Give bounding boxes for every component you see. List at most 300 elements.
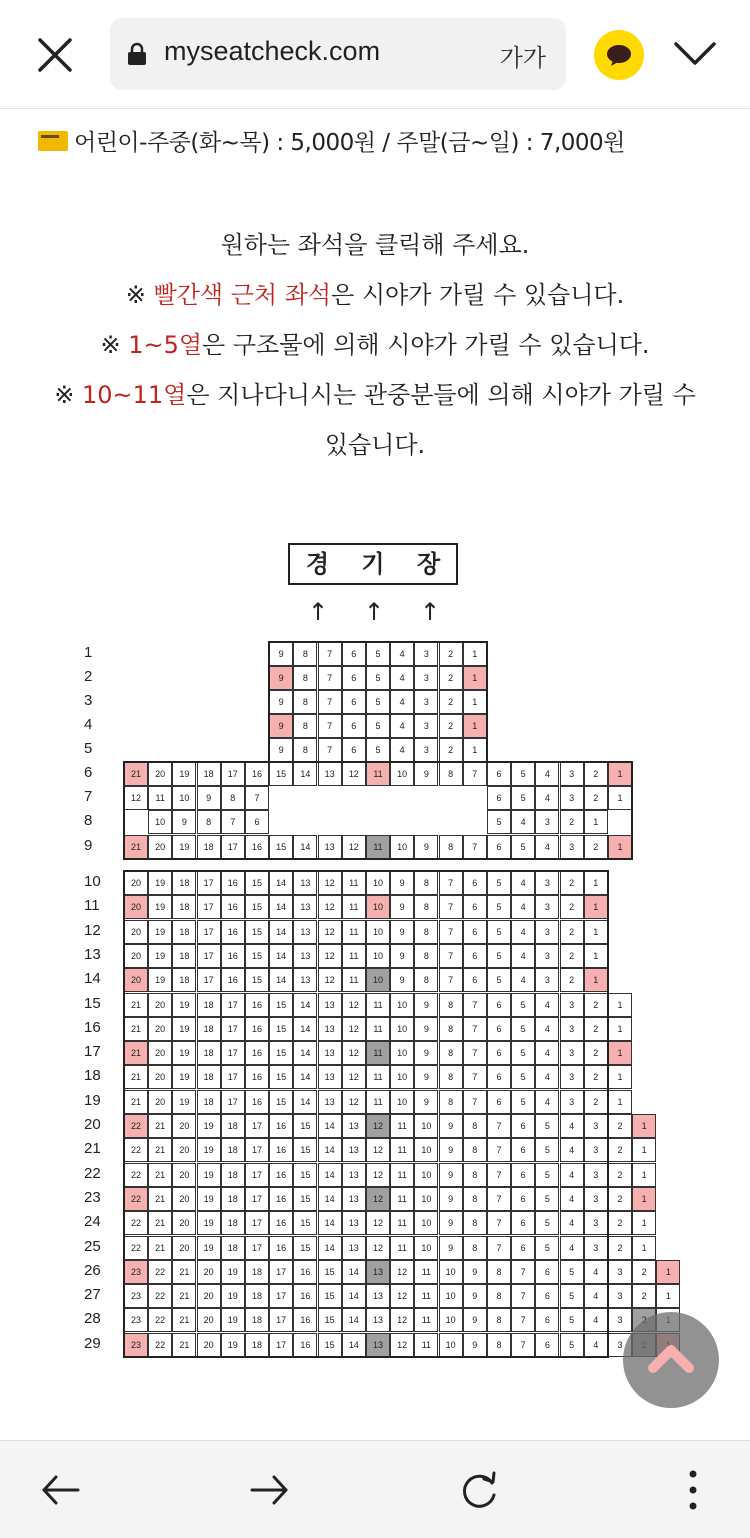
seat[interactable]: 5 xyxy=(366,714,390,738)
seat[interactable]: 4 xyxy=(560,1211,584,1235)
seat[interactable]: 22 xyxy=(124,1138,148,1162)
seat[interactable]: 5 xyxy=(366,666,390,690)
seat[interactable]: 12 xyxy=(342,762,366,786)
seat[interactable]: 8 xyxy=(463,1163,487,1187)
seat[interactable]: 10 xyxy=(390,835,414,859)
seat[interactable]: 4 xyxy=(560,1114,584,1138)
seat[interactable]: 15 xyxy=(245,895,269,919)
seat[interactable]: 5 xyxy=(560,1308,584,1332)
seat[interactable]: 20 xyxy=(197,1260,221,1284)
seat[interactable]: 7 xyxy=(487,1187,511,1211)
seat[interactable]: 15 xyxy=(293,1211,317,1235)
seat[interactable]: 5 xyxy=(487,810,511,834)
seat[interactable]: 5 xyxy=(511,1065,535,1089)
seat[interactable]: 7 xyxy=(463,1065,487,1089)
seat[interactable]: 9 xyxy=(439,1163,463,1187)
seat[interactable]: 15 xyxy=(293,1236,317,1260)
seat[interactable]: 5 xyxy=(511,1041,535,1065)
seat[interactable]: 4 xyxy=(390,738,414,762)
seat[interactable]: 1 xyxy=(632,1138,656,1162)
seat[interactable]: 7 xyxy=(487,1114,511,1138)
seat[interactable]: 1 xyxy=(632,1163,656,1187)
seat[interactable]: 18 xyxy=(172,895,196,919)
seat[interactable]: 11 xyxy=(366,1017,390,1041)
seat[interactable]: 7 xyxy=(439,895,463,919)
seat[interactable]: 5 xyxy=(511,835,535,859)
seat[interactable]: 14 xyxy=(269,895,293,919)
seat[interactable]: 18 xyxy=(197,1041,221,1065)
seat[interactable]: 3 xyxy=(584,1138,608,1162)
seat[interactable]: 16 xyxy=(221,871,245,895)
seat[interactable]: 15 xyxy=(318,1284,342,1308)
seat[interactable]: 13 xyxy=(318,1017,342,1041)
seat[interactable]: 11 xyxy=(366,1065,390,1089)
seat[interactable]: 9 xyxy=(197,786,221,810)
seat[interactable]: 3 xyxy=(608,1284,632,1308)
seat[interactable]: 12 xyxy=(366,1114,390,1138)
seat[interactable]: 12 xyxy=(342,1041,366,1065)
seat[interactable]: 7 xyxy=(511,1284,535,1308)
seat[interactable]: 20 xyxy=(148,1017,172,1041)
seat[interactable]: 6 xyxy=(511,1114,535,1138)
seat[interactable]: 8 xyxy=(487,1284,511,1308)
seat[interactable]: 19 xyxy=(221,1308,245,1332)
seat[interactable]: 13 xyxy=(342,1138,366,1162)
seat[interactable]: 18 xyxy=(245,1260,269,1284)
seat[interactable]: 5 xyxy=(487,968,511,992)
seat[interactable]: 20 xyxy=(148,993,172,1017)
seat[interactable]: 21 xyxy=(172,1308,196,1332)
seat[interactable]: 14 xyxy=(318,1138,342,1162)
seat[interactable]: 17 xyxy=(221,835,245,859)
seat[interactable]: 3 xyxy=(414,642,438,666)
seat[interactable]: 2 xyxy=(584,1065,608,1089)
seat[interactable]: 4 xyxy=(535,762,559,786)
seat[interactable]: 16 xyxy=(269,1163,293,1187)
seat[interactable]: 7 xyxy=(487,1163,511,1187)
seat[interactable]: 11 xyxy=(148,786,172,810)
seat[interactable]: 8 xyxy=(463,1236,487,1260)
seat[interactable]: 10 xyxy=(366,944,390,968)
seat[interactable]: 10 xyxy=(390,1090,414,1114)
seat[interactable]: 1 xyxy=(584,871,608,895)
seat[interactable]: 14 xyxy=(293,1017,317,1041)
seat[interactable]: 12 xyxy=(318,968,342,992)
seat[interactable]: 2 xyxy=(439,690,463,714)
seat[interactable]: 14 xyxy=(318,1163,342,1187)
seat[interactable]: 7 xyxy=(511,1260,535,1284)
seat[interactable]: 2 xyxy=(560,920,584,944)
seat[interactable]: 20 xyxy=(172,1114,196,1138)
seat[interactable]: 23 xyxy=(124,1308,148,1332)
seat[interactable]: 13 xyxy=(342,1211,366,1235)
seat[interactable]: 3 xyxy=(560,1065,584,1089)
seat[interactable]: 15 xyxy=(269,762,293,786)
seat[interactable]: 18 xyxy=(197,835,221,859)
seat[interactable]: 17 xyxy=(197,968,221,992)
seat[interactable]: 6 xyxy=(487,993,511,1017)
seat[interactable]: 1 xyxy=(584,895,608,919)
seat[interactable]: 2 xyxy=(560,944,584,968)
seat[interactable]: 12 xyxy=(366,1236,390,1260)
seat[interactable]: 11 xyxy=(366,1090,390,1114)
seat[interactable]: 5 xyxy=(535,1236,559,1260)
seat[interactable]: 9 xyxy=(414,762,438,786)
seat[interactable]: 6 xyxy=(487,762,511,786)
seat[interactable]: 20 xyxy=(124,895,148,919)
seat[interactable]: 16 xyxy=(245,1017,269,1041)
seat[interactable]: 22 xyxy=(148,1284,172,1308)
seat[interactable]: 2 xyxy=(608,1211,632,1235)
seat[interactable]: 20 xyxy=(148,1090,172,1114)
seat[interactable]: 7 xyxy=(318,666,342,690)
seat[interactable]: 16 xyxy=(269,1236,293,1260)
seat[interactable]: 13 xyxy=(318,1065,342,1089)
seat[interactable]: 6 xyxy=(463,895,487,919)
seat[interactable]: 11 xyxy=(390,1138,414,1162)
seat[interactable]: 16 xyxy=(269,1211,293,1235)
seat[interactable]: 19 xyxy=(197,1163,221,1187)
seat[interactable]: 4 xyxy=(560,1163,584,1187)
seat[interactable]: 15 xyxy=(269,835,293,859)
seat[interactable]: 20 xyxy=(124,871,148,895)
seat[interactable]: 5 xyxy=(366,690,390,714)
seat[interactable]: 5 xyxy=(535,1138,559,1162)
back-button[interactable] xyxy=(36,1465,86,1515)
seat[interactable]: 11 xyxy=(390,1114,414,1138)
seat[interactable]: 15 xyxy=(293,1163,317,1187)
seat[interactable]: 4 xyxy=(560,1236,584,1260)
seat[interactable]: 16 xyxy=(269,1114,293,1138)
seat[interactable]: 21 xyxy=(124,762,148,786)
seat[interactable]: 8 xyxy=(439,1017,463,1041)
seat[interactable]: 13 xyxy=(293,944,317,968)
seat[interactable]: 17 xyxy=(269,1333,293,1357)
seat[interactable]: 8 xyxy=(293,690,317,714)
seat[interactable]: 5 xyxy=(560,1333,584,1357)
seat[interactable]: 17 xyxy=(269,1308,293,1332)
seat[interactable]: 18 xyxy=(197,1017,221,1041)
seat[interactable]: 17 xyxy=(197,871,221,895)
seat[interactable]: 13 xyxy=(366,1260,390,1284)
seat[interactable]: 6 xyxy=(487,835,511,859)
seat[interactable]: 4 xyxy=(511,920,535,944)
seat[interactable]: 12 xyxy=(390,1333,414,1357)
seat[interactable]: 9 xyxy=(414,1090,438,1114)
seat[interactable]: 21 xyxy=(148,1114,172,1138)
seat[interactable]: 11 xyxy=(342,920,366,944)
seat[interactable]: 1 xyxy=(608,835,632,859)
seat[interactable]: 18 xyxy=(221,1138,245,1162)
seat[interactable]: 6 xyxy=(535,1308,559,1332)
seat[interactable]: 10 xyxy=(366,895,390,919)
seat[interactable]: 19 xyxy=(197,1211,221,1235)
seat[interactable]: 19 xyxy=(148,895,172,919)
seat[interactable]: 16 xyxy=(245,993,269,1017)
seat[interactable]: 4 xyxy=(511,968,535,992)
seat[interactable]: 13 xyxy=(293,895,317,919)
seat[interactable]: 9 xyxy=(269,642,293,666)
seat[interactable]: 19 xyxy=(148,920,172,944)
seat[interactable]: 14 xyxy=(269,920,293,944)
seat[interactable]: 17 xyxy=(245,1114,269,1138)
seat[interactable]: 23 xyxy=(124,1260,148,1284)
seat[interactable]: 9 xyxy=(414,1041,438,1065)
seat[interactable]: 4 xyxy=(560,1187,584,1211)
refresh-button[interactable] xyxy=(454,1465,504,1515)
seat[interactable]: 17 xyxy=(221,1017,245,1041)
seat[interactable]: 23 xyxy=(124,1284,148,1308)
seat[interactable]: 3 xyxy=(584,1114,608,1138)
seat[interactable]: 16 xyxy=(293,1284,317,1308)
seat[interactable]: 8 xyxy=(439,993,463,1017)
seat[interactable]: 2 xyxy=(632,1284,656,1308)
seat[interactable]: 4 xyxy=(511,871,535,895)
seat[interactable]: 10 xyxy=(172,786,196,810)
seat[interactable]: 1 xyxy=(608,993,632,1017)
seat[interactable]: 14 xyxy=(293,762,317,786)
seat[interactable]: 19 xyxy=(172,1090,196,1114)
seat[interactable]: 7 xyxy=(221,810,245,834)
seat[interactable]: 2 xyxy=(439,714,463,738)
seat[interactable]: 13 xyxy=(366,1333,390,1357)
seat[interactable]: 18 xyxy=(172,871,196,895)
seat[interactable]: 20 xyxy=(124,920,148,944)
seat[interactable]: 13 xyxy=(318,835,342,859)
seat[interactable]: 16 xyxy=(221,968,245,992)
seat[interactable]: 14 xyxy=(293,835,317,859)
seat[interactable]: 9 xyxy=(463,1284,487,1308)
seat[interactable]: 8 xyxy=(414,895,438,919)
seat[interactable]: 18 xyxy=(197,1090,221,1114)
seat[interactable]: 5 xyxy=(560,1284,584,1308)
seat[interactable]: 4 xyxy=(390,642,414,666)
seat[interactable]: 5 xyxy=(366,642,390,666)
seat[interactable]: 13 xyxy=(318,1041,342,1065)
seat[interactable]: 11 xyxy=(390,1163,414,1187)
seat[interactable]: 7 xyxy=(439,871,463,895)
seat[interactable]: 16 xyxy=(245,1090,269,1114)
seat[interactable]: 15 xyxy=(245,871,269,895)
seat[interactable]: 5 xyxy=(511,786,535,810)
seat[interactable]: 16 xyxy=(293,1308,317,1332)
seat[interactable]: 10 xyxy=(439,1284,463,1308)
seat[interactable]: 22 xyxy=(124,1187,148,1211)
seat[interactable]: 14 xyxy=(293,1041,317,1065)
seat[interactable]: 8 xyxy=(439,762,463,786)
seat[interactable]: 12 xyxy=(366,1138,390,1162)
seat[interactable]: 9 xyxy=(414,993,438,1017)
seat[interactable]: 19 xyxy=(148,944,172,968)
seat[interactable]: 1 xyxy=(656,1260,680,1284)
seat[interactable]: 13 xyxy=(366,1308,390,1332)
seat[interactable]: 19 xyxy=(221,1260,245,1284)
seat[interactable]: 1 xyxy=(632,1187,656,1211)
seat[interactable]: 21 xyxy=(172,1284,196,1308)
seat[interactable]: 4 xyxy=(511,944,535,968)
seat[interactable]: 11 xyxy=(390,1187,414,1211)
seat[interactable]: 1 xyxy=(584,944,608,968)
seat[interactable]: 4 xyxy=(535,1041,559,1065)
seat[interactable]: 15 xyxy=(293,1187,317,1211)
seat[interactable]: 10 xyxy=(414,1114,438,1138)
seat[interactable]: 10 xyxy=(414,1211,438,1235)
seat[interactable]: 5 xyxy=(487,920,511,944)
seat[interactable]: 15 xyxy=(269,1065,293,1089)
seat[interactable]: 5 xyxy=(560,1260,584,1284)
seat[interactable]: 13 xyxy=(342,1187,366,1211)
seat[interactable]: 7 xyxy=(318,714,342,738)
seat[interactable]: 1 xyxy=(656,1284,680,1308)
seat[interactable]: 9 xyxy=(390,944,414,968)
seat[interactable]: 9 xyxy=(390,920,414,944)
seat[interactable]: 6 xyxy=(487,1041,511,1065)
seat[interactable]: 18 xyxy=(221,1211,245,1235)
seat[interactable]: 10 xyxy=(390,1065,414,1089)
seat[interactable]: 3 xyxy=(584,1163,608,1187)
seat[interactable]: 6 xyxy=(511,1236,535,1260)
seat[interactable]: 14 xyxy=(342,1284,366,1308)
seat[interactable]: 2 xyxy=(608,1187,632,1211)
seat[interactable]: 17 xyxy=(245,1187,269,1211)
seat[interactable]: 18 xyxy=(197,762,221,786)
seat[interactable]: 19 xyxy=(221,1284,245,1308)
seat[interactable]: 17 xyxy=(221,1065,245,1089)
seat[interactable]: 16 xyxy=(245,835,269,859)
seat[interactable]: 5 xyxy=(487,871,511,895)
seat[interactable]: 10 xyxy=(414,1163,438,1187)
seat[interactable]: 2 xyxy=(560,810,584,834)
seat[interactable]: 17 xyxy=(221,1041,245,1065)
seat[interactable]: 8 xyxy=(293,642,317,666)
seat[interactable]: 6 xyxy=(535,1284,559,1308)
seat[interactable]: 7 xyxy=(245,786,269,810)
seat[interactable]: 10 xyxy=(390,1017,414,1041)
seat[interactable]: 7 xyxy=(463,1041,487,1065)
seat[interactable]: 10 xyxy=(439,1333,463,1357)
seat[interactable]: 1 xyxy=(463,714,487,738)
seat[interactable]: 2 xyxy=(632,1260,656,1284)
seat[interactable]: 9 xyxy=(414,1017,438,1041)
seat[interactable]: 22 xyxy=(124,1211,148,1235)
seat[interactable]: 19 xyxy=(197,1236,221,1260)
seat[interactable]: 19 xyxy=(172,993,196,1017)
seat[interactable]: 3 xyxy=(535,810,559,834)
seat[interactable]: 1 xyxy=(463,666,487,690)
seat[interactable]: 12 xyxy=(342,835,366,859)
seat[interactable]: 6 xyxy=(535,1333,559,1357)
seat[interactable]: 6 xyxy=(463,871,487,895)
seat[interactable]: 11 xyxy=(390,1211,414,1235)
seat[interactable]: 13 xyxy=(342,1163,366,1187)
seat[interactable]: 2 xyxy=(584,993,608,1017)
seat[interactable]: 10 xyxy=(414,1236,438,1260)
seat[interactable]: 6 xyxy=(342,738,366,762)
seat[interactable]: 5 xyxy=(511,1017,535,1041)
seat[interactable]: 14 xyxy=(269,968,293,992)
seat[interactable]: 8 xyxy=(414,968,438,992)
seat[interactable]: 11 xyxy=(342,871,366,895)
seat[interactable]: 3 xyxy=(414,666,438,690)
seat[interactable]: 4 xyxy=(535,1065,559,1089)
seat[interactable]: 20 xyxy=(124,944,148,968)
seat[interactable]: 1 xyxy=(632,1236,656,1260)
seat[interactable]: 22 xyxy=(148,1308,172,1332)
seat[interactable]: 10 xyxy=(439,1308,463,1332)
seat[interactable]: 13 xyxy=(293,871,317,895)
seat[interactable]: 2 xyxy=(608,1236,632,1260)
seat[interactable]: 16 xyxy=(293,1260,317,1284)
seat[interactable]: 12 xyxy=(390,1308,414,1332)
seat[interactable]: 9 xyxy=(269,714,293,738)
seat[interactable]: 2 xyxy=(584,1090,608,1114)
seat[interactable]: 17 xyxy=(197,944,221,968)
seat[interactable]: 18 xyxy=(221,1236,245,1260)
seat[interactable]: 7 xyxy=(463,1017,487,1041)
seat[interactable]: 1 xyxy=(463,642,487,666)
seat[interactable]: 21 xyxy=(124,993,148,1017)
seat[interactable]: 9 xyxy=(463,1308,487,1332)
seat[interactable]: 19 xyxy=(148,968,172,992)
seat[interactable]: 15 xyxy=(269,1090,293,1114)
seat[interactable]: 14 xyxy=(269,871,293,895)
seat[interactable]: 13 xyxy=(318,1090,342,1114)
seat[interactable]: 18 xyxy=(245,1333,269,1357)
seat[interactable]: 6 xyxy=(511,1211,535,1235)
seat[interactable]: 5 xyxy=(487,895,511,919)
seat[interactable]: 21 xyxy=(148,1187,172,1211)
seat[interactable]: 8 xyxy=(293,666,317,690)
seat[interactable]: 7 xyxy=(463,1090,487,1114)
seat[interactable]: 18 xyxy=(221,1163,245,1187)
seat[interactable]: 11 xyxy=(366,993,390,1017)
seat[interactable]: 19 xyxy=(172,1041,196,1065)
seat[interactable]: 2 xyxy=(560,895,584,919)
seat[interactable]: 22 xyxy=(148,1333,172,1357)
seat[interactable]: 17 xyxy=(269,1260,293,1284)
seat[interactable]: 1 xyxy=(584,810,608,834)
seat[interactable]: 8 xyxy=(487,1333,511,1357)
seat[interactable]: 7 xyxy=(439,920,463,944)
seat[interactable]: 23 xyxy=(124,1333,148,1357)
seat[interactable]: 2 xyxy=(584,1017,608,1041)
seat[interactable]: 13 xyxy=(342,1114,366,1138)
seat[interactable]: 8 xyxy=(414,920,438,944)
seat[interactable]: 9 xyxy=(439,1236,463,1260)
seat[interactable]: 13 xyxy=(318,762,342,786)
seat[interactable]: 6 xyxy=(463,920,487,944)
seat[interactable]: 7 xyxy=(463,835,487,859)
seat[interactable]: 1 xyxy=(584,968,608,992)
seat[interactable]: 6 xyxy=(463,944,487,968)
seat[interactable]: 19 xyxy=(172,835,196,859)
seat[interactable]: 19 xyxy=(172,1065,196,1089)
seat[interactable]: 5 xyxy=(366,738,390,762)
seat[interactable]: 22 xyxy=(148,1260,172,1284)
seat[interactable]: 5 xyxy=(511,1090,535,1114)
seat[interactable]: 5 xyxy=(535,1163,559,1187)
seat[interactable]: 3 xyxy=(608,1260,632,1284)
seat[interactable]: 15 xyxy=(293,1114,317,1138)
seat[interactable]: 5 xyxy=(535,1211,559,1235)
seat[interactable]: 17 xyxy=(245,1211,269,1235)
seat[interactable]: 11 xyxy=(366,762,390,786)
seat[interactable]: 19 xyxy=(197,1138,221,1162)
seat[interactable]: 20 xyxy=(172,1187,196,1211)
seat[interactable]: 4 xyxy=(560,1138,584,1162)
seat[interactable]: 18 xyxy=(197,993,221,1017)
seat[interactable]: 7 xyxy=(439,968,463,992)
